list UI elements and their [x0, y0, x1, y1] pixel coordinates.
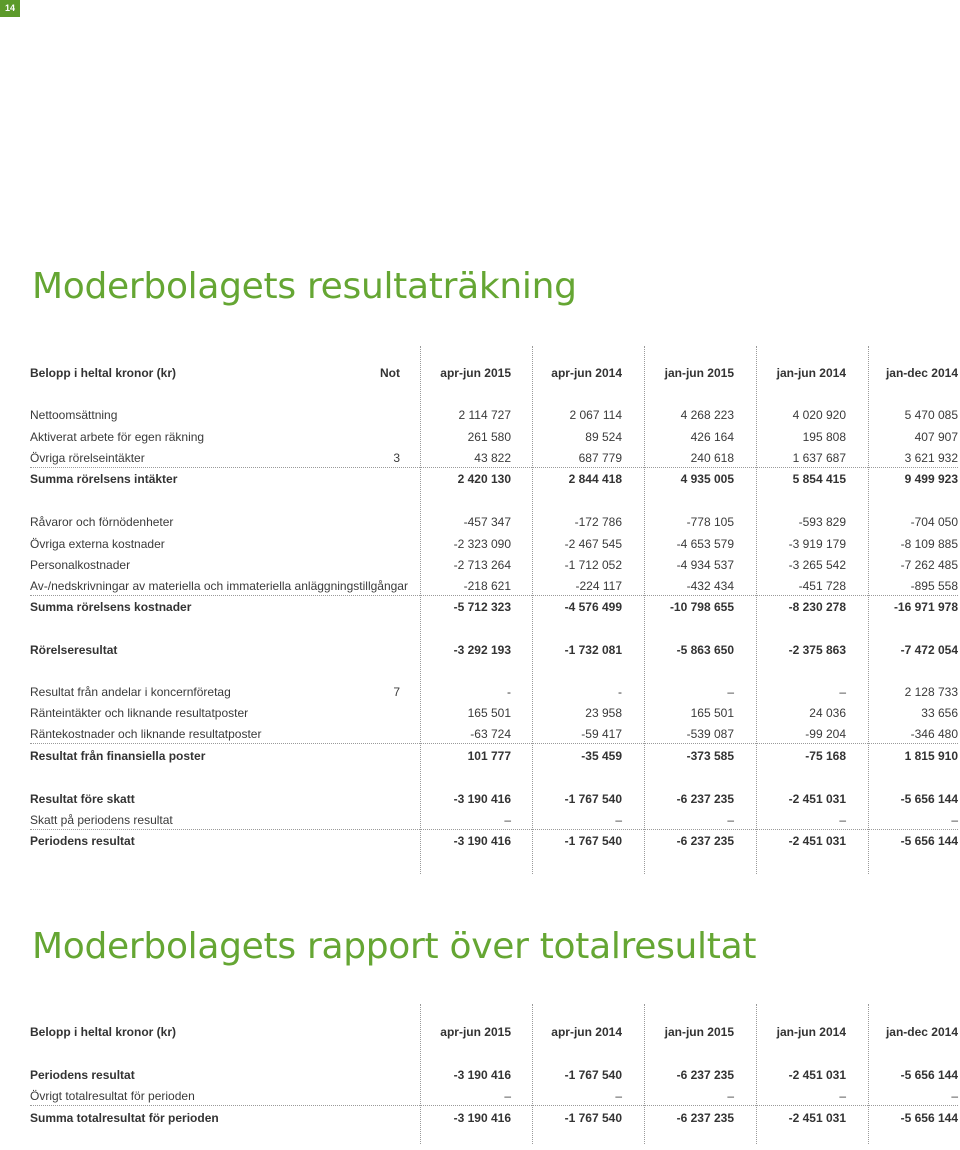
row-label: Rörelseresultat: [30, 643, 118, 657]
row-value: -1 732 081: [564, 643, 622, 657]
row-value: -5 863 650: [676, 643, 734, 657]
row-value: –: [615, 813, 622, 827]
table-row: [30, 600, 958, 616]
income-statement-title: Moderbolagets resultaträkning: [32, 266, 577, 307]
table-row: [30, 537, 958, 553]
row-value: 2 067 114: [569, 408, 622, 422]
header-col: jan-jun 2014: [776, 366, 846, 380]
row-label: Råvaror och förnödenheter: [30, 515, 174, 529]
row-value: -457 347: [463, 515, 511, 529]
table-row: [30, 813, 958, 830]
header-col: jan-dec 2014: [885, 366, 958, 380]
header-col: apr-jun 2014: [551, 1025, 622, 1039]
table-row: [30, 685, 958, 701]
header-col: jan-dec 2014: [885, 1025, 958, 1039]
row-value: 2 114 727: [458, 408, 511, 422]
row-value: -5 656 144: [900, 834, 958, 848]
total-result-title: Moderbolagets rapport över totalresultat: [32, 926, 757, 967]
table-header: [30, 366, 958, 382]
table-row: [30, 749, 958, 765]
row-label: Aktiverat arbete för egen räkning: [30, 430, 205, 444]
row-value: 1 815 910: [904, 749, 958, 763]
row-value: -373 585: [686, 749, 734, 763]
row-value: 43 822: [474, 451, 511, 465]
row-value: 9 499 923: [904, 472, 958, 486]
row-value: 3 621 932: [904, 451, 958, 465]
table-row: [30, 1089, 958, 1106]
row-label: Personalkostnader: [30, 558, 131, 572]
row-value: -3 190 416: [453, 834, 511, 848]
row-value: –: [951, 813, 958, 827]
table-row: [30, 451, 958, 468]
row-value: -1 767 540: [564, 834, 622, 848]
row-value: –: [615, 1089, 622, 1103]
row-value: -2 451 031: [788, 1111, 846, 1125]
header-col: jan-jun 2014: [776, 1025, 846, 1039]
row-value: –: [727, 685, 734, 699]
row-value: -5 656 144: [900, 1111, 958, 1125]
header-col: jan-jun 2015: [664, 1025, 734, 1039]
row-value: –: [839, 813, 846, 827]
table-row: [30, 579, 958, 596]
row-value: 101 777: [467, 749, 511, 763]
row-value: –: [504, 813, 511, 827]
row-value: -8 109 885: [900, 537, 958, 551]
row-value: -16 971 978: [893, 600, 958, 614]
row-label: Periodens resultat: [30, 1068, 135, 1082]
row-value: 4 935 005: [680, 472, 734, 486]
row-value: -4 653 579: [676, 537, 734, 551]
row-label: Nettoomsättning: [30, 408, 118, 422]
row-label: Periodens resultat: [30, 834, 135, 848]
row-label: Övriga rörelseintäkter: [30, 451, 145, 465]
row-value: -1 767 540: [564, 1111, 622, 1125]
row-value: -: [507, 685, 511, 699]
row-value: -593 829: [798, 515, 846, 529]
header-label: Belopp i heltal kronor (kr): [30, 366, 177, 380]
row-value: -6 237 235: [676, 792, 734, 806]
header-label: Belopp i heltal kronor (kr): [30, 1025, 177, 1039]
row-value: -3 190 416: [453, 1111, 511, 1125]
row-value: –: [727, 1089, 734, 1103]
row-value: -778 105: [686, 515, 734, 529]
table-row: [30, 1068, 958, 1084]
row-note: 3: [393, 451, 400, 465]
row-value: 2 128 733: [904, 685, 958, 699]
table-row: [30, 1111, 958, 1127]
row-value: –: [504, 1089, 511, 1103]
row-value: -704 050: [910, 515, 958, 529]
row-value: 195 808: [802, 430, 846, 444]
table-row: [30, 558, 958, 574]
row-value: -75 168: [805, 749, 846, 763]
row-value: -3 190 416: [453, 792, 511, 806]
row-value: 24 036: [809, 706, 846, 720]
row-value: 4 268 223: [680, 408, 734, 422]
table-row: [30, 408, 958, 424]
row-value: -432 434: [686, 579, 734, 593]
row-value: -6 237 235: [676, 1111, 734, 1125]
row-label: Resultat från andelar i koncernföretag: [30, 685, 231, 699]
row-value: 2 420 130: [457, 472, 511, 486]
row-value: -5 712 323: [453, 600, 511, 614]
row-value: 4 020 920: [792, 408, 846, 422]
row-value: -8 230 278: [788, 600, 846, 614]
row-value: 165 501: [690, 706, 734, 720]
row-value: -4 576 499: [564, 600, 622, 614]
row-value: 165 501: [467, 706, 511, 720]
row-label: Summa rörelsens intäkter: [30, 472, 178, 486]
row-value: -5 656 144: [900, 792, 958, 806]
row-value: -3 190 416: [453, 1068, 511, 1082]
row-label: Summa totalresultat för perioden: [30, 1111, 219, 1125]
row-value: -2 375 863: [788, 643, 846, 657]
table-row: [30, 515, 958, 531]
row-value: –: [727, 813, 734, 827]
table-row: [30, 792, 958, 808]
row-label: Skatt på periodens resultat: [30, 813, 173, 827]
row-label: Räntekostnader och liknande resultatposter: [30, 727, 262, 741]
row-value: 687 779: [578, 451, 622, 465]
row-label: Summa rörelsens kostnader: [30, 600, 192, 614]
row-value: 23 958: [585, 706, 622, 720]
row-value: -895 558: [910, 579, 958, 593]
row-value: -5 656 144: [900, 1068, 958, 1082]
header-col: jan-jun 2015: [664, 366, 734, 380]
header-col: apr-jun 2014: [551, 366, 622, 380]
row-value: 5 854 415: [792, 472, 846, 486]
row-value: –: [839, 685, 846, 699]
row-value: -2 467 545: [564, 537, 622, 551]
row-label: Resultat före skatt: [30, 792, 135, 806]
row-value: -224 117: [575, 579, 622, 593]
table-row: [30, 472, 958, 488]
row-value: -3 919 179: [788, 537, 846, 551]
header-col: apr-jun 2015: [440, 366, 511, 380]
row-label: Av-/nedskrivningar av materiella och immateriella anläggningstillgångar: [30, 579, 408, 593]
row-label: Ränteintäkter och liknande resultatposter: [30, 706, 249, 720]
row-value: -2 323 090: [453, 537, 511, 551]
table-row: [30, 643, 958, 659]
row-value: 407 907: [914, 430, 958, 444]
row-value: -1 767 540: [564, 1068, 622, 1082]
row-value: -6 237 235: [676, 834, 734, 848]
row-value: -6 237 235: [676, 1068, 734, 1082]
row-value: 2 844 418: [568, 472, 622, 486]
row-value: -3 265 542: [788, 558, 846, 572]
table-row: [30, 430, 958, 446]
row-value: -10 798 655: [669, 600, 734, 614]
row-value: 240 618: [690, 451, 734, 465]
row-note: 7: [393, 685, 400, 699]
row-value: –: [951, 1089, 958, 1103]
row-value: -59 417: [581, 727, 622, 741]
row-value: 89 524: [585, 430, 622, 444]
table-row: [30, 706, 958, 722]
row-value: -7 262 485: [900, 558, 958, 572]
header-note: Not: [380, 366, 400, 380]
table-header: [30, 1025, 958, 1041]
row-label: Övriga externa kostnader: [30, 537, 165, 551]
row-value: –: [839, 1089, 846, 1103]
table-row: [30, 834, 958, 850]
row-value: 5 470 085: [904, 408, 958, 422]
row-value: -7 472 054: [900, 643, 958, 657]
row-value: -172 786: [574, 515, 622, 529]
row-value: -3 292 193: [453, 643, 511, 657]
header-col: apr-jun 2015: [440, 1025, 511, 1039]
row-value: -35 459: [581, 749, 622, 763]
row-value: -1 712 052: [564, 558, 622, 572]
row-value: -539 087: [686, 727, 734, 741]
row-value: -63 724: [470, 727, 511, 741]
row-label: Övrigt totalresultat för perioden: [30, 1089, 195, 1103]
table-row: [30, 727, 958, 744]
row-value: -2 713 264: [453, 558, 511, 572]
row-value: -1 767 540: [564, 792, 622, 806]
row-value: -218 621: [463, 579, 511, 593]
row-value: -2 451 031: [788, 792, 846, 806]
row-value: -2 451 031: [788, 834, 846, 848]
row-value: 426 164: [690, 430, 734, 444]
row-value: -99 204: [805, 727, 846, 741]
row-value: 33 656: [921, 706, 958, 720]
row-value: 1 637 687: [792, 451, 846, 465]
row-value: -2 451 031: [788, 1068, 846, 1082]
page-number: 14: [0, 0, 20, 17]
row-value: -346 480: [910, 727, 958, 741]
row-label: Resultat från finansiella poster: [30, 749, 206, 763]
row-value: -4 934 537: [676, 558, 734, 572]
row-value: 261 580: [467, 430, 511, 444]
row-value: -: [618, 685, 622, 699]
row-value: -451 728: [798, 579, 846, 593]
